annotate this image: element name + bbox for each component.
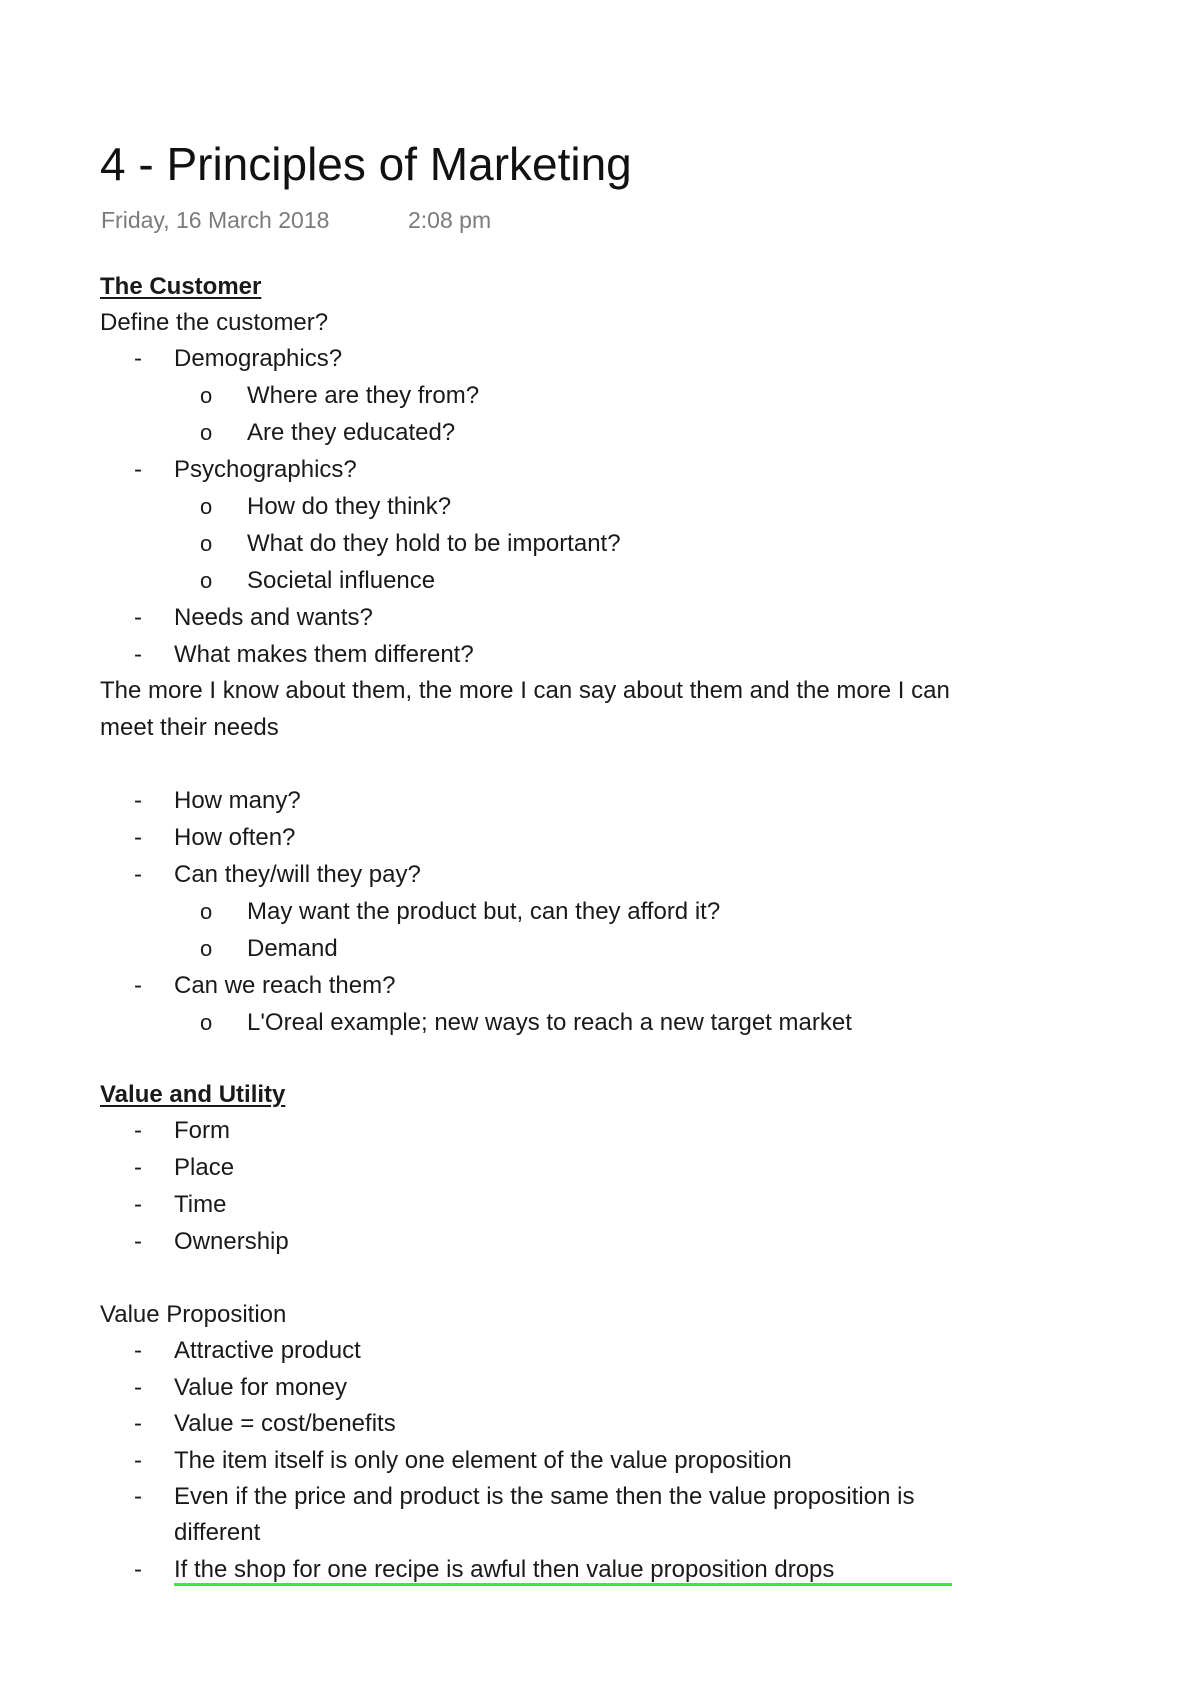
list-item-text: Place xyxy=(174,1154,235,1181)
sub-list-item xyxy=(0,490,1200,524)
list-item-text: Value for money xyxy=(174,1374,347,1401)
green-highlight-underline xyxy=(174,1583,952,1586)
list-item xyxy=(0,1151,1200,1185)
dash-bullet: - xyxy=(134,1556,142,1583)
page-title: 4 - Principles of Marketing xyxy=(100,138,632,190)
sub-list-item-text: L'Oreal example; new ways to reach a new target market xyxy=(247,1009,852,1036)
dash-bullet: - xyxy=(134,1410,142,1437)
list-item-text: How often? xyxy=(174,824,296,851)
dash-bullet: - xyxy=(134,787,142,814)
dash-bullet: - xyxy=(134,1154,142,1181)
dash-bullet: - xyxy=(134,1374,142,1401)
note-date: Friday, 16 March 2018 xyxy=(101,207,330,233)
dash-bullet: - xyxy=(134,345,142,372)
dash-bullet: - xyxy=(134,1117,142,1144)
section-heading-value-utility: Value and Utility xyxy=(100,1081,286,1108)
note-time: 2:08 pm xyxy=(408,207,492,233)
sub-list-item xyxy=(0,564,1200,598)
list-item xyxy=(0,1188,1200,1222)
dash-bullet: - xyxy=(134,604,142,631)
list-item xyxy=(0,601,1200,635)
dash-bullet: - xyxy=(134,861,142,888)
list-item xyxy=(0,1407,1200,1441)
dash-bullet: - xyxy=(134,1447,142,1474)
list-item xyxy=(0,1225,1200,1259)
dash-bullet: - xyxy=(134,1228,142,1255)
sub-list-item-text: Demand xyxy=(247,935,338,962)
intro-define-customer: Define the customer? xyxy=(100,309,329,336)
list-item xyxy=(0,1371,1200,1405)
list-item-text: Even if the price and product is the same then the value proposition is xyxy=(174,1483,915,1510)
list-item-continuation: different xyxy=(174,1519,261,1546)
list-item xyxy=(0,1480,1200,1514)
list-item-text: Ownership xyxy=(174,1228,289,1255)
circle-bullet: o xyxy=(200,420,213,445)
list-item-text: Demographics? xyxy=(174,345,343,372)
list-item-text: How many? xyxy=(174,787,301,814)
list-item xyxy=(0,784,1200,818)
circle-bullet: o xyxy=(200,383,213,408)
list-item-text: Needs and wants? xyxy=(174,604,373,631)
list-item xyxy=(0,858,1200,892)
dash-bullet: - xyxy=(134,1191,142,1218)
sub-list-item-text: Where are they from? xyxy=(247,382,480,409)
list-item xyxy=(0,638,1200,672)
list-item-text: What makes them different? xyxy=(174,641,474,668)
sub-list-item-text: What do they hold to be important? xyxy=(247,530,621,557)
list-item-text: If the shop for one recipe is awful then value proposition drops xyxy=(174,1556,835,1583)
sub-list-item xyxy=(0,895,1200,929)
sub-list-item-text: Societal influence xyxy=(247,567,436,594)
list-item xyxy=(0,1553,1200,1587)
circle-bullet: o xyxy=(200,568,213,593)
dash-bullet: - xyxy=(134,1483,142,1510)
sub-list-item-text: How do they think? xyxy=(247,493,452,520)
sub-list-item-text: May want the product but, can they afford it? xyxy=(247,898,721,925)
sub-list-item xyxy=(0,932,1200,966)
circle-bullet: o xyxy=(200,899,213,924)
list-item xyxy=(0,821,1200,855)
dash-bullet: - xyxy=(134,641,142,668)
paragraph-line: meet their needs xyxy=(100,714,279,741)
dash-bullet: - xyxy=(134,824,142,851)
sub-list-item xyxy=(0,527,1200,561)
sub-list-item xyxy=(0,379,1200,413)
list-item xyxy=(0,1444,1200,1478)
circle-bullet: o xyxy=(200,531,213,556)
list-item xyxy=(0,1334,1200,1368)
list-item xyxy=(0,453,1200,487)
sub-list-item xyxy=(0,1006,1200,1040)
sub-list-item xyxy=(0,416,1200,450)
dash-bullet: - xyxy=(134,972,142,999)
circle-bullet: o xyxy=(200,494,213,519)
list-item-text: Attractive product xyxy=(174,1337,361,1364)
paragraph-line: The more I know about them, the more I can say about them and the more I can xyxy=(100,677,950,704)
list-item xyxy=(0,1114,1200,1148)
intro-value-proposition: Value Proposition xyxy=(100,1301,287,1328)
circle-bullet: o xyxy=(200,936,213,961)
sub-list-item-text: Are they educated? xyxy=(247,419,456,446)
dash-bullet: - xyxy=(134,1337,142,1364)
list-item-text: Can they/will they pay? xyxy=(174,861,421,888)
list-item-text: Form xyxy=(174,1117,230,1144)
dash-bullet: - xyxy=(134,456,142,483)
circle-bullet: o xyxy=(200,1010,213,1035)
list-item-text: The item itself is only one element of the value proposition xyxy=(174,1447,792,1474)
list-item xyxy=(0,969,1200,1003)
list-item-text: Psychographics? xyxy=(174,456,357,483)
list-item xyxy=(0,342,1200,376)
section-heading-customer: The Customer xyxy=(100,273,262,300)
list-item-text: Can we reach them? xyxy=(174,972,396,999)
list-item-text: Value = cost/benefits xyxy=(174,1410,396,1437)
list-item-text: Time xyxy=(174,1191,227,1218)
